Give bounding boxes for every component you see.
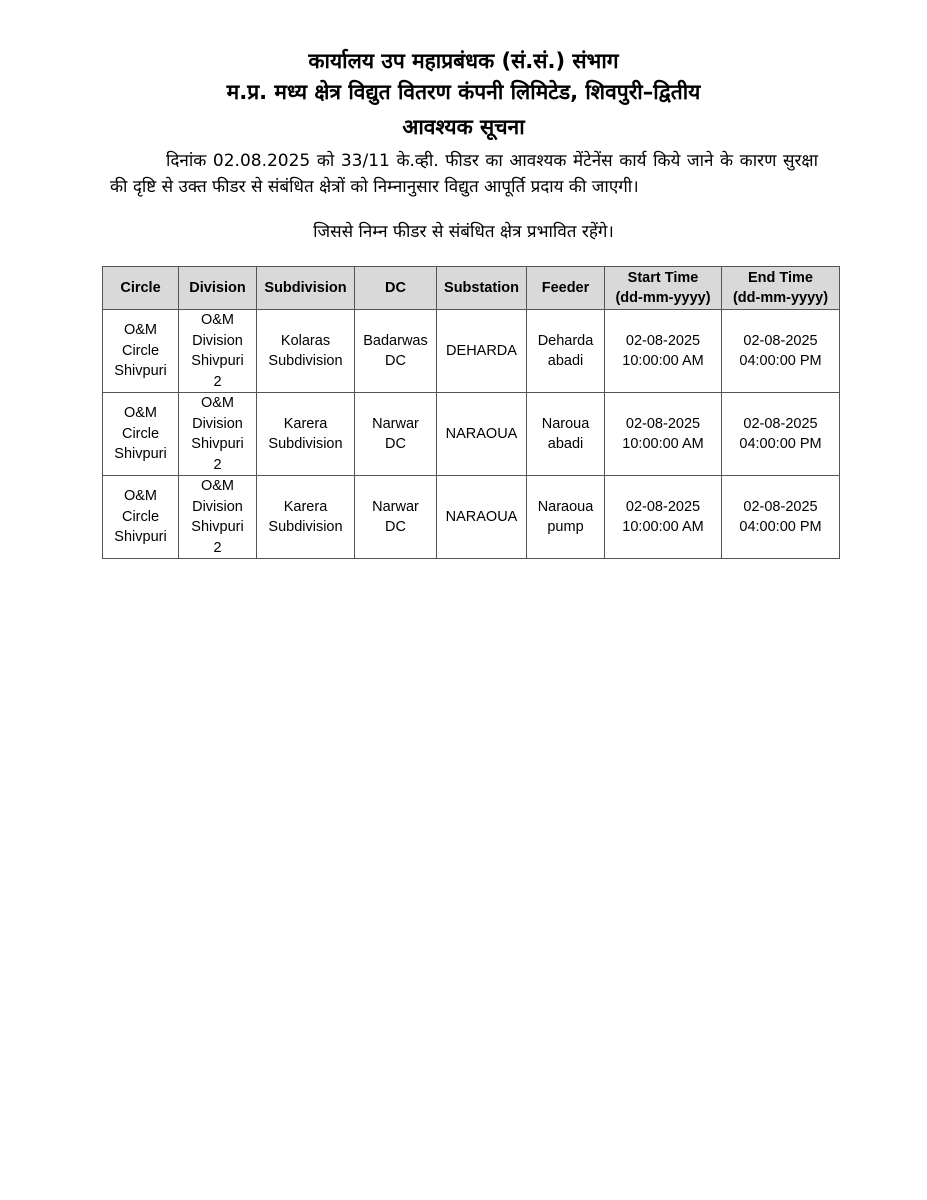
cell-dc: Badarwas DC: [355, 310, 437, 393]
cell-substation: NARAOUA: [437, 393, 527, 476]
cell-circle: O&M Circle Shivpuri: [103, 476, 179, 559]
cell-feeder: Deharda abadi: [527, 310, 605, 393]
office-heading: कार्यालय उप महाप्रबंधक (सं.सं.) संभाग: [308, 49, 619, 73]
cell-end-time: 02-08-2025 04:00:00 PM: [722, 476, 840, 559]
table-row: [103, 393, 840, 476]
header-division: Division: [179, 267, 257, 310]
table-header-row: [103, 267, 840, 310]
cell-start-time: 02-08-2025 10:00:00 AM: [605, 476, 722, 559]
cell-feeder: Naroua abadi: [527, 393, 605, 476]
header-start-time: Start Time (dd-mm-yyyy): [605, 267, 722, 310]
cell-dc: Narwar DC: [355, 476, 437, 559]
header-end-time: End Time (dd-mm-yyyy): [722, 267, 840, 310]
cell-end-time: 02-08-2025 04:00:00 PM: [722, 310, 840, 393]
cell-feeder: Naraoua pump: [527, 476, 605, 559]
header-dc: DC: [355, 267, 437, 310]
cell-start-time: 02-08-2025 10:00:00 AM: [605, 393, 722, 476]
table-row: [103, 476, 840, 559]
cell-subdivision: Karera Subdivision: [257, 476, 355, 559]
affected-areas-note: जिससे निम्न फीडर से संबंधित क्षेत्र प्रभावित रहेंगे।: [313, 222, 614, 242]
cell-end-time: 02-08-2025 04:00:00 PM: [722, 393, 840, 476]
cell-substation: NARAOUA: [437, 476, 527, 559]
cell-substation: DEHARDA: [437, 310, 527, 393]
notice-title: आवश्यक सूचना: [402, 115, 525, 139]
cell-subdivision: Kolaras Subdivision: [257, 310, 355, 393]
outage-schedule-table: [102, 266, 840, 559]
cell-dc: Narwar DC: [355, 393, 437, 476]
header-subdivision: Subdivision: [257, 267, 355, 310]
cell-division: O&M Division Shivpuri 2: [179, 476, 257, 559]
cell-division: O&M Division Shivpuri 2: [179, 393, 257, 476]
cell-circle: O&M Circle Shivpuri: [103, 393, 179, 476]
header-substation: Substation: [437, 267, 527, 310]
cell-division: O&M Division Shivpuri 2: [179, 310, 257, 393]
table-row: [103, 310, 840, 393]
cell-start-time: 02-08-2025 10:00:00 AM: [605, 310, 722, 393]
header-feeder: Feeder: [527, 267, 605, 310]
company-heading: म.प्र. मध्य क्षेत्र विद्युत वितरण कंपनी लिमिटेड, शिवपुरी–द्वितीय: [226, 80, 701, 104]
notice-paragraph: दिनांक 02.08.2025 को 33/11 के.व्ही. फीडर का आवश्यक मेंटेनेंस कार्य किये जाने के कारण सुरक्षा की दृष्टि से उक्त फीडर से संबंधित क्षेत्रों को निम्नानुसार विद्युत आपूर्ति प्रदाय की जाएगी।: [110, 151, 818, 197]
header-circle: Circle: [103, 267, 179, 310]
cell-subdivision: Karera Subdivision: [257, 393, 355, 476]
cell-circle: O&M Circle Shivpuri: [103, 310, 179, 393]
